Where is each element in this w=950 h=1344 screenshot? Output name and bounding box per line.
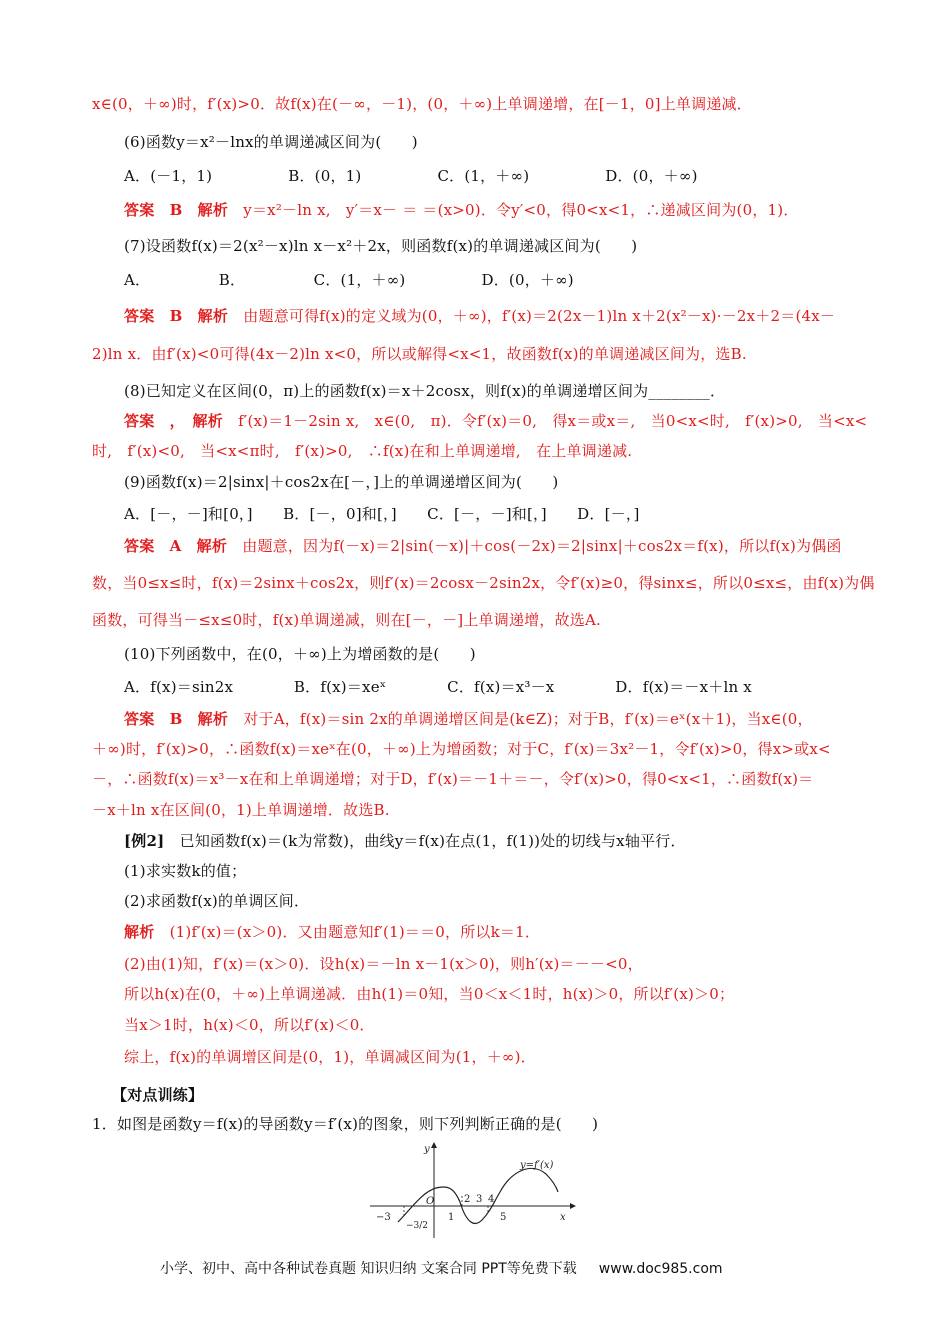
tick-label: 1 bbox=[448, 1212, 455, 1223]
question-6: (6)函数y＝x²－lnx的单调递减区间为( ) bbox=[124, 133, 418, 151]
answer-9 bbox=[124, 536, 842, 556]
options-7: A． B． C．(1，＋∞) D．(0，＋∞) bbox=[124, 271, 574, 289]
answer-8 bbox=[124, 411, 867, 431]
section-heading: 【对点训练】 bbox=[112, 1086, 204, 1104]
footer-link[interactable]: www.doc985.com bbox=[598, 1261, 723, 1277]
text-line: 时, f′(x)<0, 当<x<π时, f′(x)>0, ∴f(x)在和上单调递增, 在上单调递减. bbox=[92, 442, 633, 460]
example-2 bbox=[124, 831, 686, 851]
answer-label: 答案 ， 解析 bbox=[124, 412, 223, 430]
text-line: 函数，可得当－≤x≤0时，f(x)单调递减，则在[－，－]上单调递增，故选A. bbox=[92, 611, 601, 629]
text-line: 所以h(x)在(0，＋∞)上单调递减．由h(1)＝0知，当0＜x＜1时，h(x)＞0，所以f′(x)＞0； bbox=[124, 985, 735, 1003]
solution-label: 解析 bbox=[124, 923, 155, 941]
x-axis-arrow bbox=[570, 1203, 576, 1209]
question-8: (8)已知定义在区间(0，π)上的函数f(x)＝x＋2cosx，则f(x)的单调递增区间为________． bbox=[124, 382, 726, 400]
text-line: －x＋ln x在区间(0，1)上单调递增．故选B. bbox=[92, 801, 390, 819]
answer-label: 答案 B 解析 bbox=[124, 307, 229, 325]
options-9: A．[－，－]和[0，] B．[－，0]和[，] C．[－，－]和[，] D．[－，] bbox=[124, 505, 640, 523]
text-line: 数，当0≤x≤时，f(x)＝2sinx＋cos2x，则f′(x)＝2cosx－2sin2x，令f′(x)≥0，得sinx≤，所以0≤x≤，由f(x)为偶 bbox=[92, 574, 875, 592]
answer-label: 答案 A 解析 bbox=[124, 537, 228, 555]
text-line: ＋∞)时，f′(x)>0，∴函数f(x)＝xeˣ在(0，＋∞)上为增函数；对于C，f′(x)＝3x²－1，令f′(x)>0，得x>或x< bbox=[92, 740, 831, 758]
y-axis-arrow bbox=[431, 1142, 437, 1148]
answer-7 bbox=[124, 306, 835, 326]
y-axis-label: y bbox=[424, 1144, 430, 1155]
footer-text: 小学、初中、高中各种试卷真题 知识归纳 文案合同 PPT等免费下载 bbox=[160, 1261, 577, 1277]
question-9: (9)函数f(x)＝2|sinx|＋cos2x在[－，]上的单调递增区间为( ) bbox=[124, 473, 559, 491]
example-label: [例2] bbox=[124, 832, 165, 850]
practice-question-1: 1．如图是函数y＝f(x)的导函数y＝f′(x)的图象，则下列判断正确的是( ) bbox=[92, 1115, 599, 1133]
sub-question-2: (2)求函数f(x)的单调区间． bbox=[124, 892, 310, 910]
answer-6 bbox=[124, 200, 799, 220]
sub-question-1: (1)求实数k的值； bbox=[124, 862, 247, 880]
text-line: 综上，f(x)的单调增区间是(0，1)，单调减区间为(1，＋∞)． bbox=[124, 1048, 536, 1066]
tick-label: −3/2 bbox=[406, 1221, 429, 1231]
tick-label: 2 bbox=[464, 1194, 471, 1205]
text-line: 2)ln x．由f′(x)<0可得(4x－2)ln x<0，所以或解得<x<1，故函数f(x)的单调递减区间为，选B. bbox=[92, 345, 747, 363]
answer-text: 由题意，因为f(－x)＝2|sin(－x)|＋cos(－2x)＝2|sinx|＋cos2x＝f(x)，所以f(x)为偶函 bbox=[227, 537, 842, 555]
text-line: －，∴函数f(x)＝x³－x在和上单调递增；对于D，f′(x)＝－1＋＝－，令f′(x)>0，得0<x<1，∴函数f(x)＝ bbox=[92, 770, 814, 788]
options-6: A．(－1，1) B．(0，1) C．(1，＋∞) D．(0，＋∞) bbox=[124, 167, 698, 185]
answer-label: 答案 B 解析 bbox=[124, 710, 229, 728]
curve-label: y=f′(x) bbox=[520, 1160, 554, 1171]
text-line: x∈(0，＋∞)时，f′(x)>0．故f(x)在(－∞，－1)，(0，＋∞)上单调递增，在[－1，0]上单调递减． bbox=[92, 95, 752, 113]
question-7: (7)设函数f(x)＝2(x²－x)ln x－x²＋2x，则函数f(x)的单调递减区间为( ) bbox=[124, 237, 638, 255]
tick-label: 5 bbox=[500, 1212, 507, 1223]
solution bbox=[124, 922, 540, 942]
tick-label: 3 bbox=[476, 1194, 483, 1205]
tick-label: −3 bbox=[376, 1212, 391, 1223]
x-axis-label: x bbox=[560, 1212, 566, 1223]
answer-text: y＝x²－ln x, y′＝x－ ＝ ＝(x>0)．令y′<0，得0<x<1，∴递减区间为(0，1)． bbox=[228, 201, 799, 219]
solution-text: (1)f′(x)＝(x＞0)．又由题意知f′(1)＝＝0，所以k＝1． bbox=[154, 923, 541, 941]
origin-label: O bbox=[426, 1196, 435, 1207]
page-footer bbox=[160, 1258, 723, 1278]
answer-text: f′(x)＝1－2sin x, x∈(0, π)．令f′(x)＝0, 得x＝或x＝, 当0<x<时, f′(x)>0, 当<x< bbox=[222, 412, 868, 430]
answer-10 bbox=[124, 709, 813, 729]
answer-text: 由题意可得f(x)的定义域为(0，＋∞)，f′(x)＝2(2x－1)ln x＋2(x²－x)·－2x＋2＝(4x－ bbox=[228, 307, 836, 325]
answer-text: 对于A，f(x)＝sin 2x的单调递增区间是(k∈Z)；对于B，f′(x)＝eˣ(x＋1)，当x∈(0， bbox=[228, 710, 813, 728]
options-10: A．f(x)＝sin2x B．f(x)＝xeˣ C．f(x)＝x³－x D．f(x)＝－x＋ln x bbox=[124, 678, 752, 696]
text-line: (2)由(1)知，f′(x)＝(x＞0)．设h(x)＝－ln x－1(x＞0)，则h′(x)＝－－<0， bbox=[124, 955, 643, 973]
derivative-graph bbox=[370, 1140, 580, 1240]
question-10: (10)下列函数中，在(0，＋∞)上为增函数的是( ) bbox=[124, 645, 476, 663]
tick-label: 4 bbox=[488, 1194, 495, 1205]
example-text: 已知函数f(x)＝(k为常数)，曲线y＝f(x)在点(1，f(1))处的切线与x轴平行． bbox=[164, 832, 686, 850]
answer-label: 答案 B 解析 bbox=[124, 201, 229, 219]
text-line: 当x＞1时，h(x)＜0，所以f′(x)＜0． bbox=[124, 1016, 375, 1034]
